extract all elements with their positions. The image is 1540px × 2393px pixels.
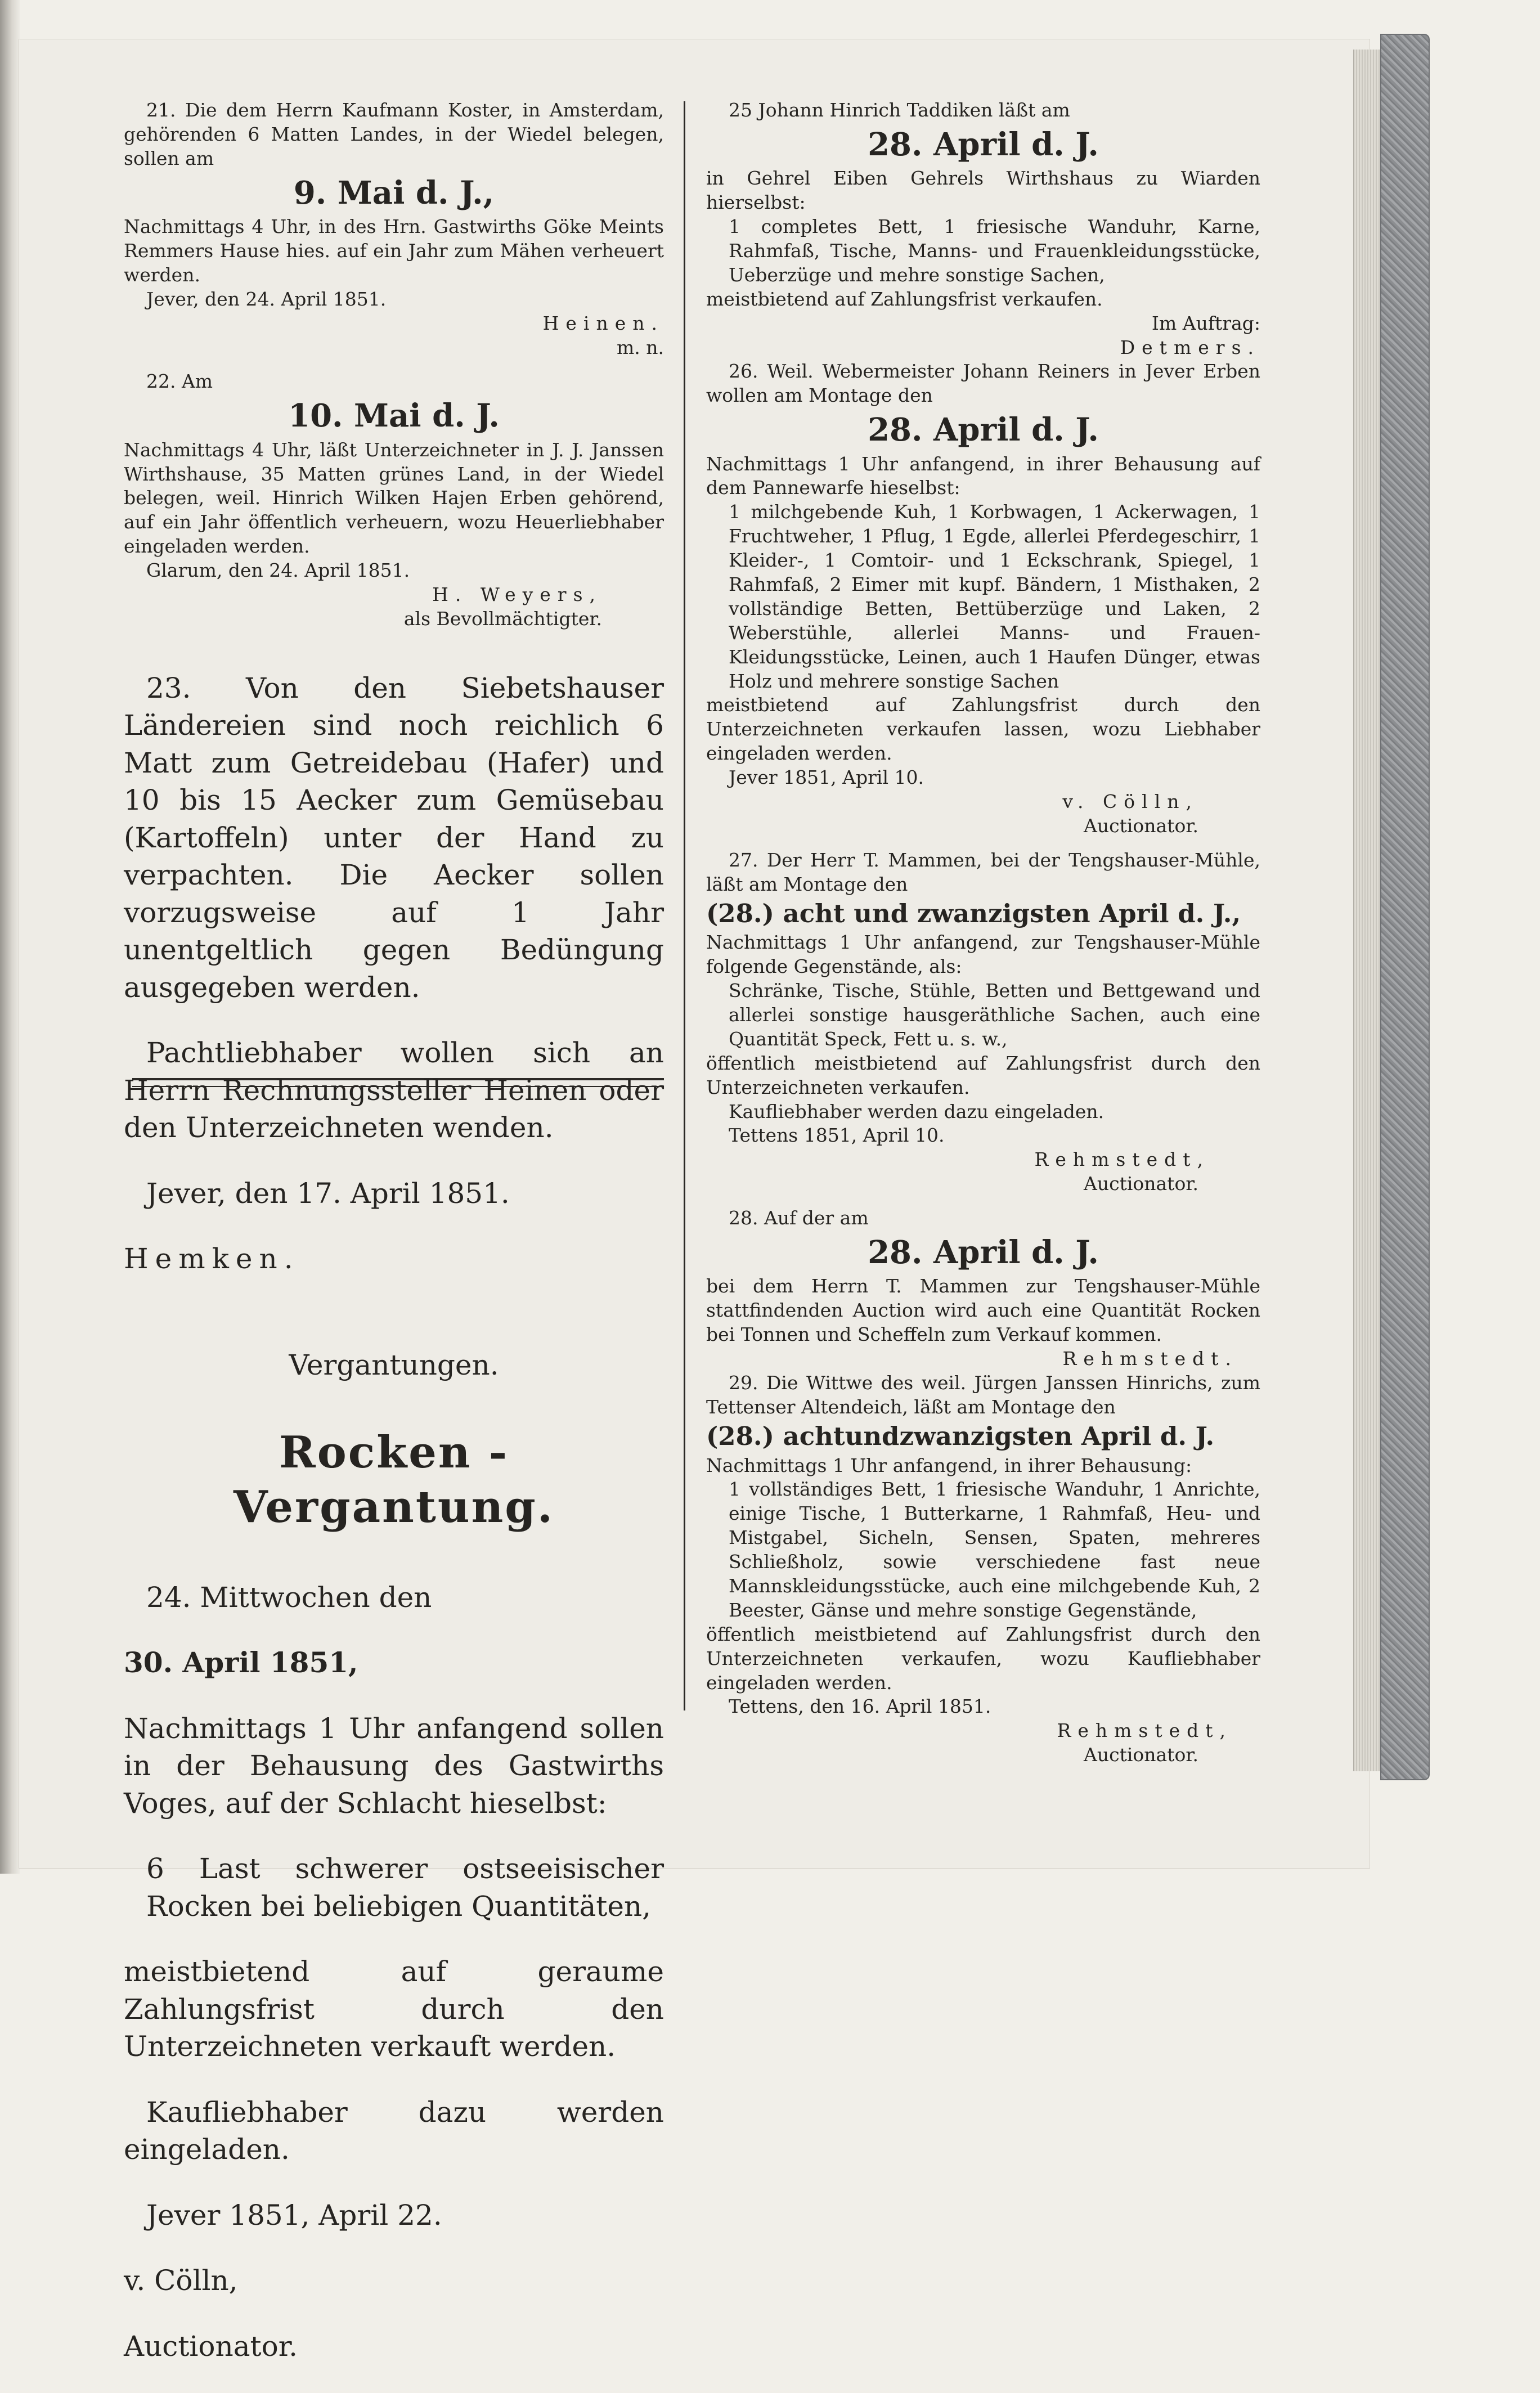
notice-text: 28. Auf der am [729,1207,869,1229]
notice-signature-note: Auctionator. [124,2329,298,2363]
notice-signature: Hemken. [124,1242,300,1276]
notice-text: 23. Von den Siebetshauser Ländereien sind noch reichlich 6 Matt zum Getreidebau (Hafer) und 10 bis 15 Aecker zum Gemüsebau (Kartoffeln) unter der Hand zu verpachten. Die Aecker sollen vorzugsweise auf 1 Jahr unentgeltlich gegen Bedüngung ausgegeben werden. [124,671,664,1004]
notice-text: Kaufliebhaber werden dazu eingeladen. [729,1100,1105,1123]
notice-text: öffentlich meistbietend auf Zahlungsfrist durch den Unterzeichneten verkaufen, wozu Kaufliebhaber eingeladen werden. [706,1623,1260,1694]
notice-signature-note: Auctionator. [1084,814,1198,837]
notice-text: 25 Johann Hinrich Taddiken läßt am [729,99,1070,121]
page-stack-edge [1353,50,1381,1771]
notice-signature: Detmers. [1120,336,1260,358]
notice-29 [706,1371,1260,1767]
notice-text: meistbietend auf Zahlungsfrist verkaufen. [706,288,1103,310]
notice-signature: v. Cölln, [124,2264,238,2297]
notice-date: 30. April 1851, [124,1646,358,1680]
notice-text: Nachmittags 4 Uhr, in des Hrn. Gastwirths Göke Meints Remmers Hause hies. auf ein Jahr zum Mähen verheuert werden. [124,215,664,286]
book-cover-edge [1380,34,1430,1780]
notice-signature-note: Im Auftrag: [1151,312,1260,334]
notice-place-date: Tettens, den 16. April 1851. [729,1695,991,1718]
notice-date: (28.) achtundzwanzigsten April d. J. [706,1421,1215,1451]
left-column [124,98,664,2393]
notice-signature: Rehmstedt, [1057,1719,1232,1742]
notice-signature: Rehmstedt. [1062,1348,1238,1370]
notice-25 [706,98,1260,360]
notice-23 [124,670,664,1278]
notice-title: Rocken - Vergantung. [233,1426,554,1533]
notice-22 [124,370,664,631]
notice-signature-note: m. n. [616,336,664,358]
notice-27 [706,848,1260,1196]
notice-text: bei dem Herrn T. Mammen zur Tengshauser-Mühle stattfindenden Auction wird auch eine Quantität Rocken bei Tonnen und Scheffeln zum Verkauf kommen. [706,1275,1260,1346]
notice-text: Nachmittags 1 Uhr anfangend sollen in der Behausung des Gastwirths Voges, auf der Schlacht hieselbst: [124,1712,664,1820]
notice-place-date: Jever, den 17. April 1851. [146,1177,510,1210]
notice-text: Kaufliebhaber dazu werden eingeladen. [124,2095,664,2166]
notice-signature: v. Cölln, [1062,791,1198,813]
notice-signature: Rehmstedt, [1034,1148,1210,1171]
notice-place-date: Jever 1851, April 10. [729,766,924,789]
notice-date: 28. April d. J. [868,1234,1099,1272]
notice-signature-note: Auctionator. [1084,1173,1198,1195]
notice-text: Pachtliebhaber wollen sich an Herrn Rechnungssteller Heinen oder den Unterzeichneten wenden. [124,1036,664,1144]
notice-signature: H. Weyers, [432,583,602,606]
notice-text: in Gehrel Eiben Gehrels Wirthshaus zu Wiarden hierselbst: [706,167,1260,214]
notice-text: 29. Die Wittwe des weil. Jürgen Janssen Hinrichs, zum Tettenser Altendeich, läßt am Montage den [706,1372,1260,1418]
notice-place-date: Tettens 1851, April 10. [729,1124,945,1147]
notice-text: Nachmittags 4 Uhr, läßt Unterzeichneter in J. J. Janssen Wirthshause, 35 Matten grünes Land, in der Wiedel belegen, weil. Hinrich Wilken Hajen Erben gehörend, auf ein Jahr öffentlich verheuern, wozu Heuerliebhaber eingeladen werden. [124,438,664,558]
notice-text: 22. Am [146,370,213,393]
notice-text: meistbietend auf Zahlungsfrist durch den Unterzeichneten verkaufen lassen, wozu Liebhaber eingeladen werden. [706,694,1260,765]
notice-signature-note: Auctionator. [1084,1744,1198,1766]
notice-28 [706,1206,1260,1371]
notice-24 [124,1425,664,2365]
notice-item-list: 1 completes Bett, 1 friesische Wanduhr, Karne, Rahmfaß, Tische, Manns- und Frauenkleidungsstücke, Ueberzüge und mehre sonstige Sachen, [729,215,1260,286]
notice-item-list: 1 vollständiges Bett, 1 friesische Wanduhr, 1 Anrichte, einige Tische, 1 Butterkarne, 1 Rahmfaß, Heu- und Mistgabel, Sicheln, Sensen, Spaten, mehreres Schließholz, sowie verschiedene fast neue Mannskleidungsstücke, auch eine milchgebende Kuh, 2 Beester, Gänse und mehre sonstige Gegenstände, [729,1478,1260,1621]
notice-21 [124,98,664,360]
notice-text: Nachmittags 1 Uhr anfangend, in ihrer Behausung auf dem Pannewarfe hieselbst: [706,452,1260,499]
notice-place-date: Glarum, den 24. April 1851. [146,559,410,582]
notice-date: (28.) acht und zwanzigsten April d. J., [706,898,1241,928]
column-rule [684,101,685,1710]
right-column [706,98,1260,1767]
notice-text: 27. Der Herr T. Mammen, bei der Tengshauser-Mühle, läßt am Montage den [706,848,1260,895]
notice-item-list: 6 Last schwerer ostseeisischer Rocken bei beliebigen Quantitäten, [146,1852,664,1923]
notice-text: 26. Weil. Webermeister Johann Reiners in Jever Erben wollen am Montage den [706,360,1260,407]
notice-text: 21. Die dem Herrn Kaufmann Koster, in Amsterdam, gehörenden 6 Matten Landes, in der Wiedel belegen, sollen am [124,99,664,169]
notice-text: Nachmittags 1 Uhr anfangend, zur Tengshauser-Mühle folgende Gegenstände, als: [706,931,1260,978]
notice-date: 9. Mai d. J., [293,174,495,212]
notice-date: 28. April d. J. [868,125,1099,163]
notice-item-list: Schränke, Tische, Stühle, Betten und Bettgewand und allerlei sonstige hausgeräthliche Sachen, auch eine Quantität Speck, Fett u. s. w., [729,980,1260,1050]
book-gutter [0,0,20,1874]
notice-date: 28. April d. J. [868,411,1099,449]
notice-text: 24. Mittwochen den [146,1581,432,1614]
section-heading: Vergantungen. [289,1348,499,1381]
notice-item-list: 1 milchgebende Kuh, 1 Korbwagen, 1 Ackerwagen, 1 Fruchtweher, 1 Pflug, 1 Egde, allerlei Pferdegeschirr, 1 Kleider-, 1 Comtoir- und 1 Eckschrank, Spiegel, 1 Rahmfaß, 2 Eimer mit kupf. Bändern, 1 Misthaken, 2 vollständige Betten, Bettüberzüge und Laken, 2 Weberstühle, allerlei Manns- und Frauen-Kleidungsstücke, Leinen, auch 1 Haufen Dünger, etwas Holz und mehrere sonstige Sachen [729,501,1260,692]
notice-text: öffentlich meistbietend auf Zahlungsfrist durch den Unterzeichneten verkaufen. [706,1052,1260,1098]
notice-26 [706,360,1260,838]
notice-text: meistbietend auf geraume Zahlungsfrist durch den Unterzeichneten verkauft werden. [124,1955,664,2063]
notice-place-date: Jever 1851, April 22. [146,2198,442,2232]
notice-place-date: Jever, den 24. April 1851. [146,288,387,310]
notice-text: Nachmittags 1 Uhr anfangend, in ihrer Behausung: [706,1454,1192,1476]
notice-date: 10. Mai d. J. [288,397,500,435]
notice-signature: Heinen. [542,312,664,334]
notice-signature-note: als Bevollmächtigter. [403,607,602,630]
